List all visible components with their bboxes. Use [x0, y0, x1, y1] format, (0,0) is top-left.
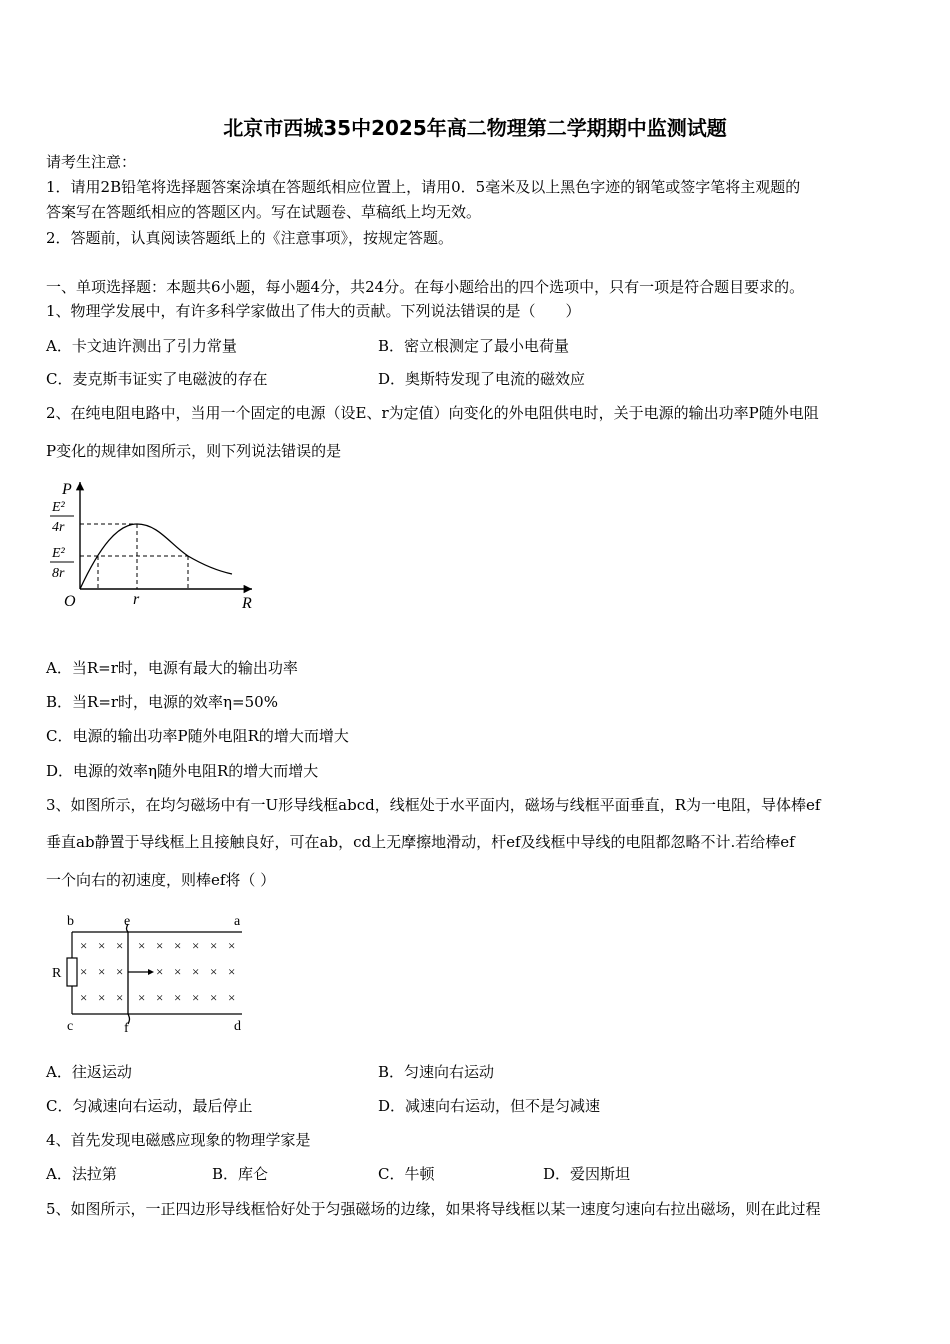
field-cross: × — [174, 964, 182, 979]
notice-line: 2．答题前，认真阅读答题纸上的《注意事项》，按规定答题。 — [46, 229, 454, 247]
question-stem: 一个向右的初速度，则棒ef将（ ） — [46, 871, 276, 889]
option-c: C．匀减速向右运动，最后停止 — [46, 1097, 253, 1115]
field-cross: × — [138, 990, 146, 1005]
option-d: D．电源的效率η随外电阻R的增大而增大 — [46, 762, 319, 780]
notice-line: 1．请用2B铅笔将选择题答案涂填在答题纸相应位置上，请用0．5毫米及以上黑色字迹的钢笔或签字笔将主观题的 — [46, 178, 801, 196]
notice-heading: 请考生注意： — [46, 153, 137, 171]
option-c: C．电源的输出功率P随外电阻R的增大而增大 — [46, 727, 349, 745]
option-b: B．当R=r时，电源的效率η=50% — [46, 693, 278, 711]
half-numerator: E² — [52, 546, 65, 561]
question-stem: 5、如图所示，一正四边形导线框恰好处于匀强磁场的边缘，如果将导线框以某一速度匀速向右拉出磁场，则在此过程 — [46, 1200, 821, 1218]
x-axis-label: R — [242, 595, 252, 612]
section-heading: 一、单项选择题：本题共6小题，每小题4分，共24分。在每小题给出的四个选项中，只有一项是符合题目要求的。 — [46, 278, 805, 296]
field-cross: × — [156, 938, 164, 953]
field-cross: × — [192, 964, 200, 979]
max-numerator: E² — [52, 500, 65, 515]
field-cross: × — [116, 990, 124, 1005]
page-title: 北京市西城35中2025年高二物理第二学期期中监测试题 — [223, 116, 727, 140]
field-cross: × — [80, 990, 88, 1005]
field-cross: × — [228, 938, 236, 953]
label-R: R — [52, 966, 62, 981]
y-axis-label: P — [62, 481, 72, 498]
resistor — [67, 958, 77, 986]
question-stem: 垂直ab静置于导线框上且接触良好，可在ab，cd上无摩擦地滑动，杆ef及线框中导线的电阻都忽略不计.若给棒ef — [46, 833, 795, 851]
question-stem: P变化的规律如图所示，则下列说法错误的是 — [46, 442, 342, 460]
field-cross: × — [98, 990, 106, 1005]
field-cross: × — [98, 964, 106, 979]
option-a: A．卡文迪许测出了引力常量 — [46, 337, 237, 355]
option-b: B．库仑 — [212, 1165, 269, 1183]
magnetic-frame-diagram — [46, 910, 256, 1040]
field-cross: × — [80, 964, 88, 979]
rod-ef — [127, 924, 130, 1024]
max-denominator: 4r — [52, 520, 65, 535]
option-b: B．密立根测定了最小电荷量 — [378, 337, 570, 355]
question-stem: 3、如图所示，在均匀磁场中有一U形导线框abcd，线框处于水平面内，磁场与线框平面垂直，R为一电阻，导体棒ef — [46, 796, 821, 814]
label-e: e — [124, 914, 131, 929]
option-c: C．麦克斯韦证实了电磁波的存在 — [46, 370, 268, 388]
power-resistance-graph — [40, 476, 270, 616]
question-stem: 2、在纯电阻电路中，当用一个固定的电源（设E、r为定值）向变化的外电阻供电时，关于电源的输出功率P随外电阻 — [46, 404, 819, 422]
option-a: A．当R=r时，电源有最大的输出功率 — [46, 659, 298, 677]
label-f: f — [124, 1021, 129, 1036]
option-d: D．爱因斯坦 — [543, 1165, 631, 1183]
field-cross: × — [192, 938, 200, 953]
notice-line: 答案写在答题纸相应的答题区内。写在试题卷、草稿纸上均无效。 — [46, 203, 482, 221]
field-cross: × — [210, 938, 218, 953]
label-c: c — [67, 1019, 74, 1034]
option-c: C．牛顿 — [378, 1165, 435, 1183]
option-d: D．减速向右运动，但不是匀减速 — [378, 1097, 601, 1115]
field-crosses — [80, 938, 235, 1005]
field-cross: × — [192, 990, 200, 1005]
field-cross: × — [116, 964, 124, 979]
label-b: b — [67, 914, 74, 929]
field-cross: × — [138, 938, 146, 953]
field-cross: × — [156, 990, 164, 1005]
velocity-arrow-head — [148, 969, 154, 975]
half-denominator: 8r — [52, 566, 65, 581]
option-d: D．奥斯特发现了电流的磁效应 — [378, 370, 586, 388]
field-cross: × — [228, 964, 236, 979]
question-stem: 1、物理学发展中，有许多科学家做出了伟大的贡献。下列说法错误的是（ ） — [46, 302, 581, 320]
field-cross: × — [210, 990, 218, 1005]
question-stem: 4、首先发现电磁感应现象的物理学家是 — [46, 1131, 311, 1149]
field-cross: × — [174, 938, 182, 953]
origin-label: O — [64, 593, 76, 610]
field-cross: × — [80, 938, 88, 953]
option-b: B．匀速向右运动 — [378, 1063, 495, 1081]
field-cross: × — [210, 964, 218, 979]
label-a: a — [234, 914, 241, 929]
r-tick-label: r — [133, 591, 140, 608]
field-cross: × — [98, 938, 106, 953]
label-d: d — [234, 1019, 241, 1034]
option-a: A．往返运动 — [46, 1063, 132, 1081]
field-cross: × — [174, 990, 182, 1005]
option-a: A．法拉第 — [46, 1165, 117, 1183]
field-cross: × — [156, 964, 164, 979]
field-cross: × — [228, 990, 236, 1005]
field-cross: × — [116, 938, 124, 953]
